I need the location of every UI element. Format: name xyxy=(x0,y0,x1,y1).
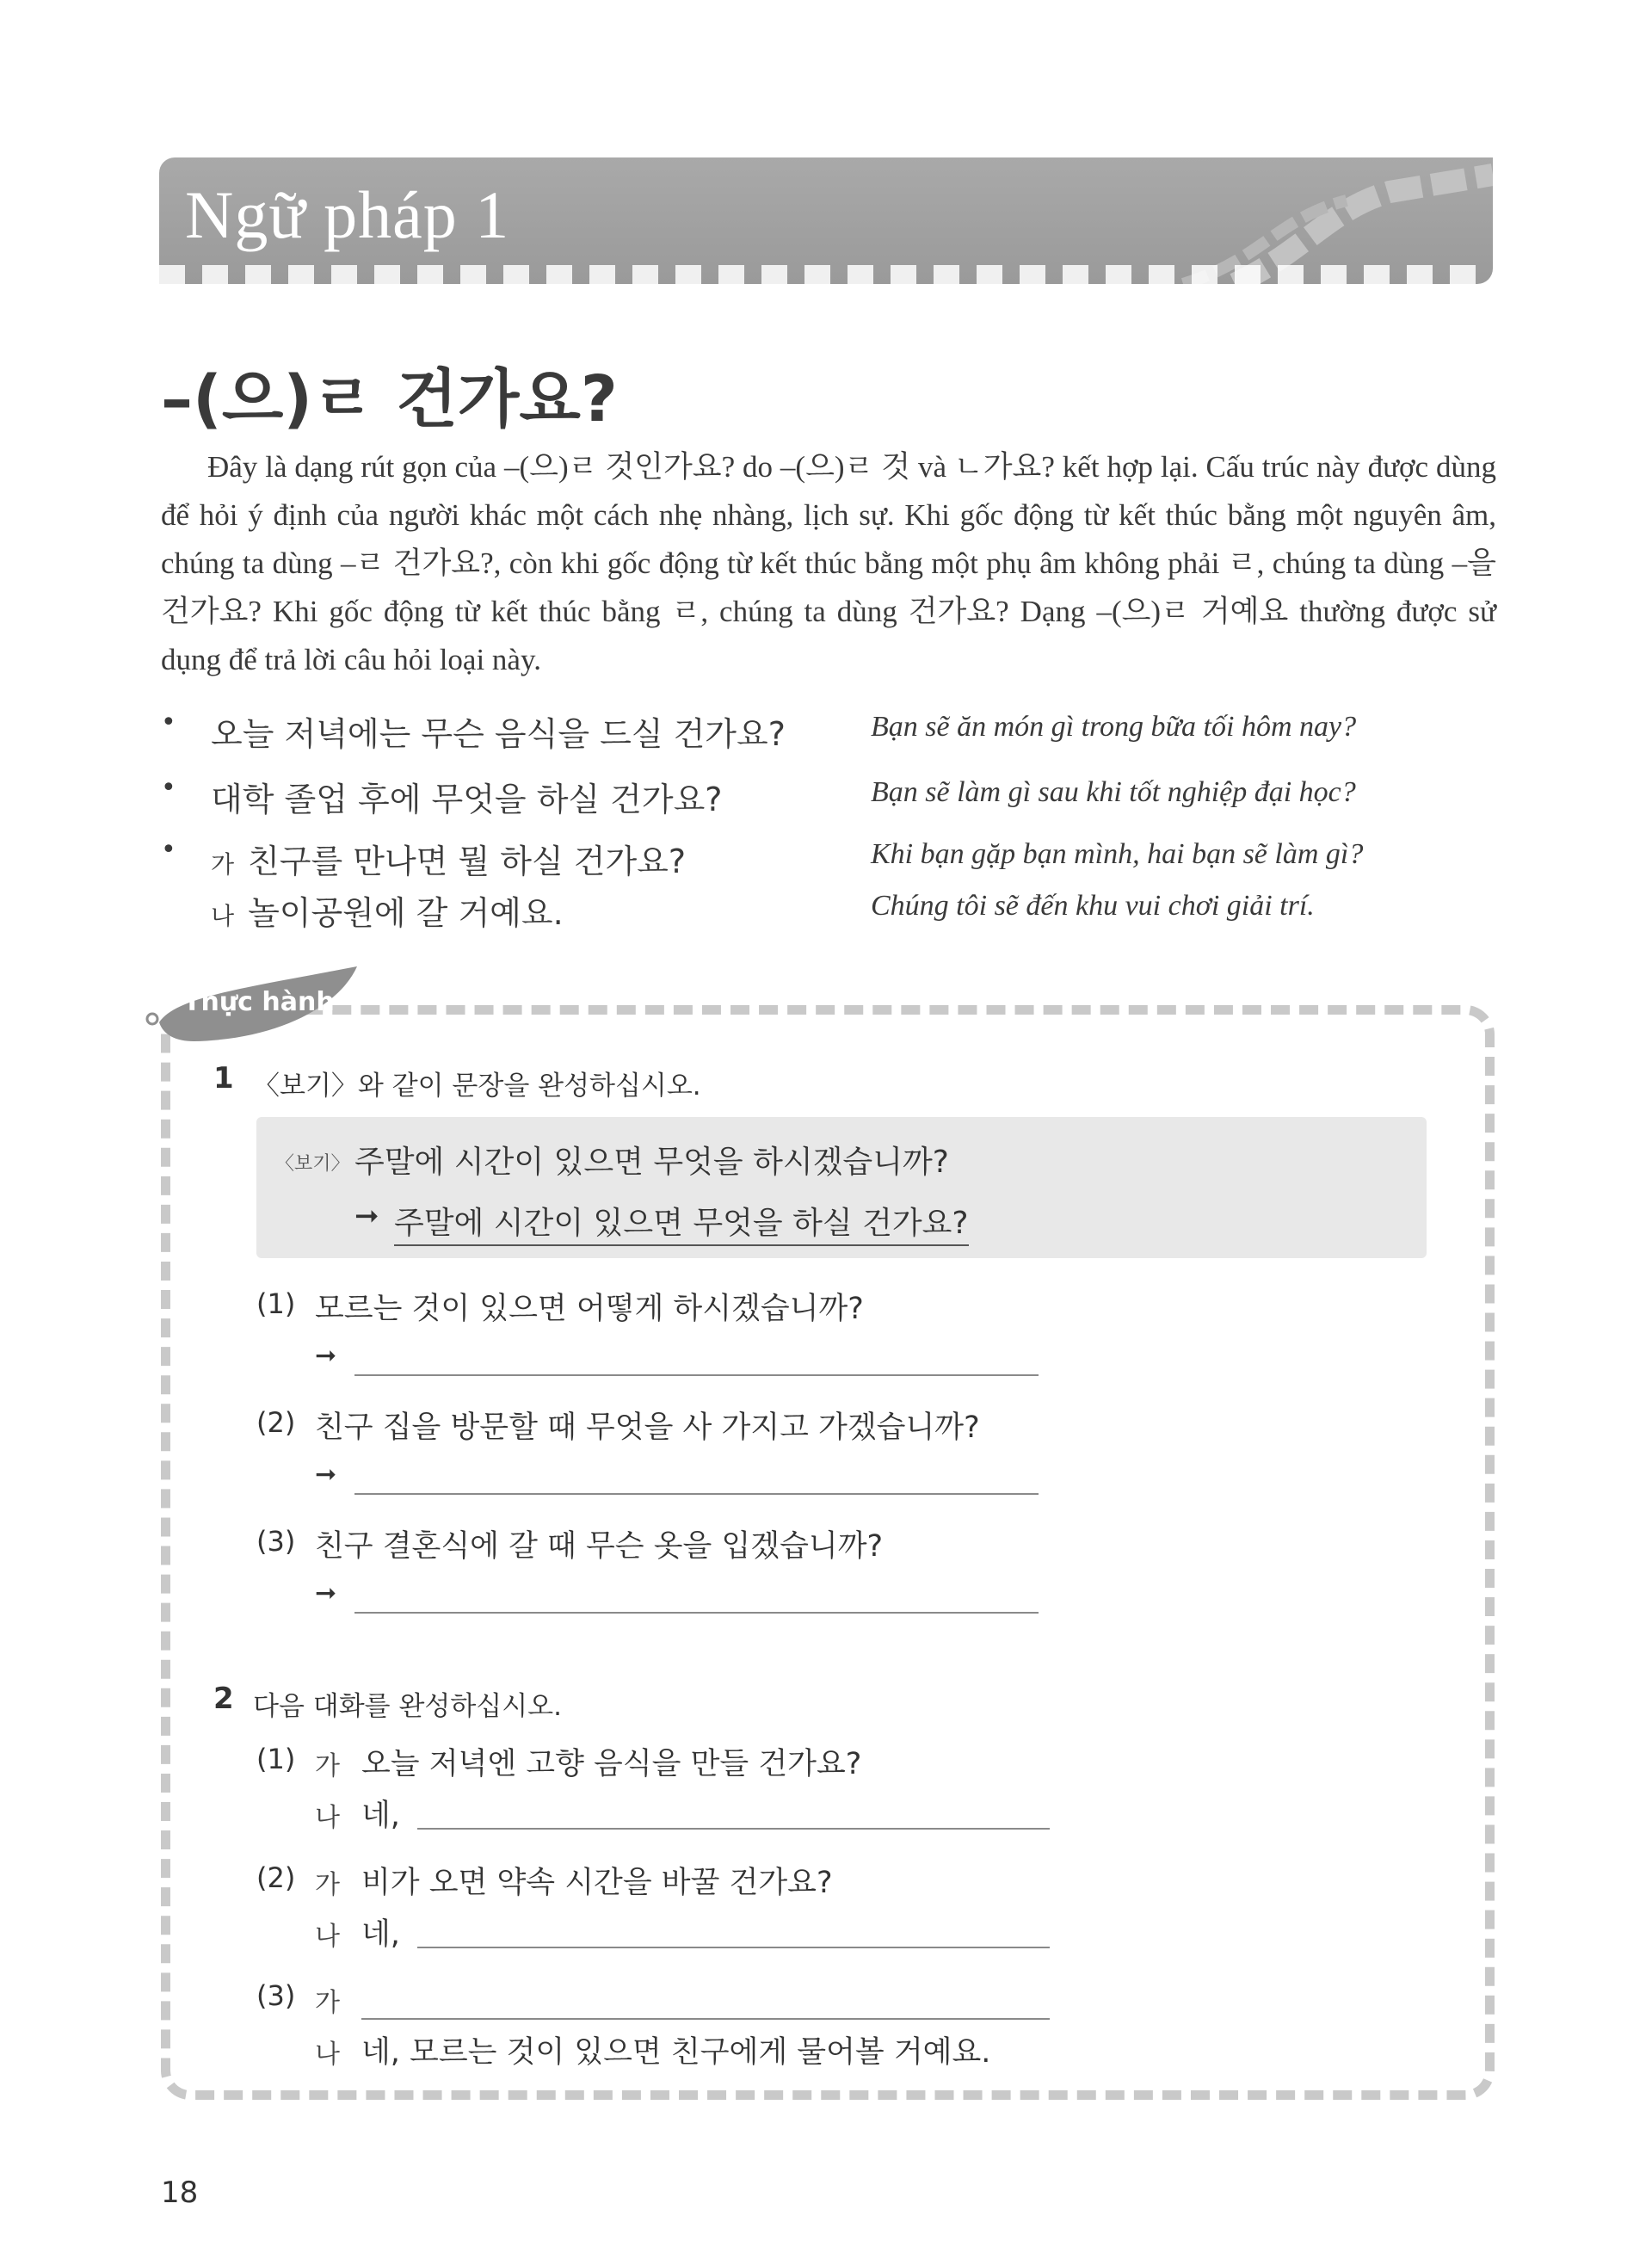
item-number: (1) xyxy=(256,1287,296,1320)
section-title: Ngữ pháp 1 xyxy=(185,177,510,252)
speaker-ga: 가 xyxy=(315,1870,340,1900)
item-number: (3) xyxy=(256,1525,296,1558)
example-question: 주말에 시간이 있으면 무엇을 하시겠습니까? xyxy=(354,1145,949,1180)
example-korean: 오늘 저녁에는 무슨 음식을 드실 건가요? xyxy=(211,715,786,753)
item-number: (2) xyxy=(256,1406,296,1439)
item-number: (2) xyxy=(256,1861,296,1894)
speaker-na: 나 xyxy=(315,1803,340,1833)
answer-line[interactable] xyxy=(361,2018,1050,2020)
grammar-title: –(으)ㄹ 건가요? xyxy=(161,362,618,436)
question-instruction: 〈보기〉와 같이 문장을 완성하십시오. xyxy=(253,1071,701,1102)
dialogue-question: 비가 오면 약속 시간을 바꿀 건가요? xyxy=(361,1866,833,1900)
dialogue-question: 오늘 저녁엔 고향 음식을 만들 건가요? xyxy=(361,1747,862,1781)
dialogue-answer: 네, 모르는 것이 있으면 친구에게 물어볼 거예요. xyxy=(361,2035,991,2070)
dialogue-answer: 네, xyxy=(361,1799,400,1833)
answer-line[interactable] xyxy=(354,1374,1039,1376)
item-question: 친구 결혼식에 갈 때 무슨 옷을 입겠습니까? xyxy=(315,1529,884,1564)
item-number: (3) xyxy=(256,1979,296,2012)
example-answer: 주말에 시간이 있으면 무엇을 하실 건가요? xyxy=(394,1199,969,1246)
bullet: • xyxy=(161,835,176,865)
answer-line[interactable] xyxy=(417,1828,1050,1830)
answer-line[interactable] xyxy=(354,1493,1039,1495)
section-banner xyxy=(159,157,1493,284)
practice-label: Thực hành xyxy=(183,987,335,1017)
question-number: 2 xyxy=(213,1682,234,1716)
example-korean: 대학 졸업 후에 무엇을 하실 건가요? xyxy=(211,781,723,818)
dialogue-answer: 네, xyxy=(361,1917,400,1952)
answer-line[interactable] xyxy=(354,1612,1039,1614)
bullet: • xyxy=(161,707,176,738)
speaker-na: 나 xyxy=(315,1922,340,1952)
speaker-ga: 가 xyxy=(315,1988,340,2018)
arrow-icon: ➞ xyxy=(354,1199,379,1233)
arrow-icon: ➞ xyxy=(315,1341,337,1371)
example-korean xyxy=(211,835,686,882)
speaker-ga: 가 xyxy=(315,1751,340,1781)
example-vietnamese: Bạn sẽ ăn món gì trong bữa tối hôm nay? xyxy=(871,711,1357,743)
grammar-explanation: Đây là dạng rút gọn của –(으)ㄹ 것인가요? do –(으)ㄹ 것 và ㄴ가요? kết hợp lại. Cấu trúc này được dùng để hỏi ý định của người khác một cách nhẹ nhàng, lịch sự. Khi gốc động từ kết thúc bằng một nguyên âm, chúng ta dùng –ㄹ 건가요?, còn khi gốc động từ kết thúc bằng một phụ âm không phải ㄹ, chúng ta dùng –을 건가요? Khi gốc động từ kết thúc bằng ㄹ, chúng ta dùng 건가요? Dạng –(으)ㄹ 거예요 thường được sử dụng để trả lời câu hỏi loại này. xyxy=(161,450,1496,676)
speaker-mark: 나 xyxy=(211,902,235,930)
page-number: 18 xyxy=(161,2176,199,2210)
example-vietnamese: Bạn sẽ làm gì sau khi tốt nghiệp đại học? xyxy=(871,776,1356,808)
example-vietnamese: Khi bạn gặp bạn mình, hai bạn sẽ làm gì? xyxy=(871,838,1364,870)
arrow-icon: ➞ xyxy=(315,1460,337,1490)
answer-line[interactable] xyxy=(417,1947,1050,1948)
item-number: (1) xyxy=(256,1743,296,1775)
banner-dash-strip xyxy=(159,265,1493,284)
example-korean-text: 놀이공원에 갈 거예요. xyxy=(248,894,564,932)
example-label: 〈보기〉 xyxy=(275,1153,350,1175)
speaker-mark: 가 xyxy=(211,850,235,879)
example-korean-text: 친구를 만나면 뭘 하실 건가요? xyxy=(248,842,687,880)
item-question: 친구 집을 방문할 때 무엇을 사 가지고 가겠습니까? xyxy=(315,1410,980,1445)
bullet: • xyxy=(161,773,176,803)
item-question: 모르는 것이 있으면 어떻게 하시겠습니까? xyxy=(315,1292,864,1326)
speaker-na: 나 xyxy=(315,2040,340,2070)
arrow-icon: ➞ xyxy=(315,1578,337,1608)
example-korean xyxy=(211,886,564,934)
example-vietnamese: Chúng tôi sẽ đến khu vui chơi giải trí. xyxy=(871,890,1315,922)
question-number: 1 xyxy=(213,1061,234,1096)
question-instruction: 다음 대화를 완성하십시오. xyxy=(253,1691,562,1722)
